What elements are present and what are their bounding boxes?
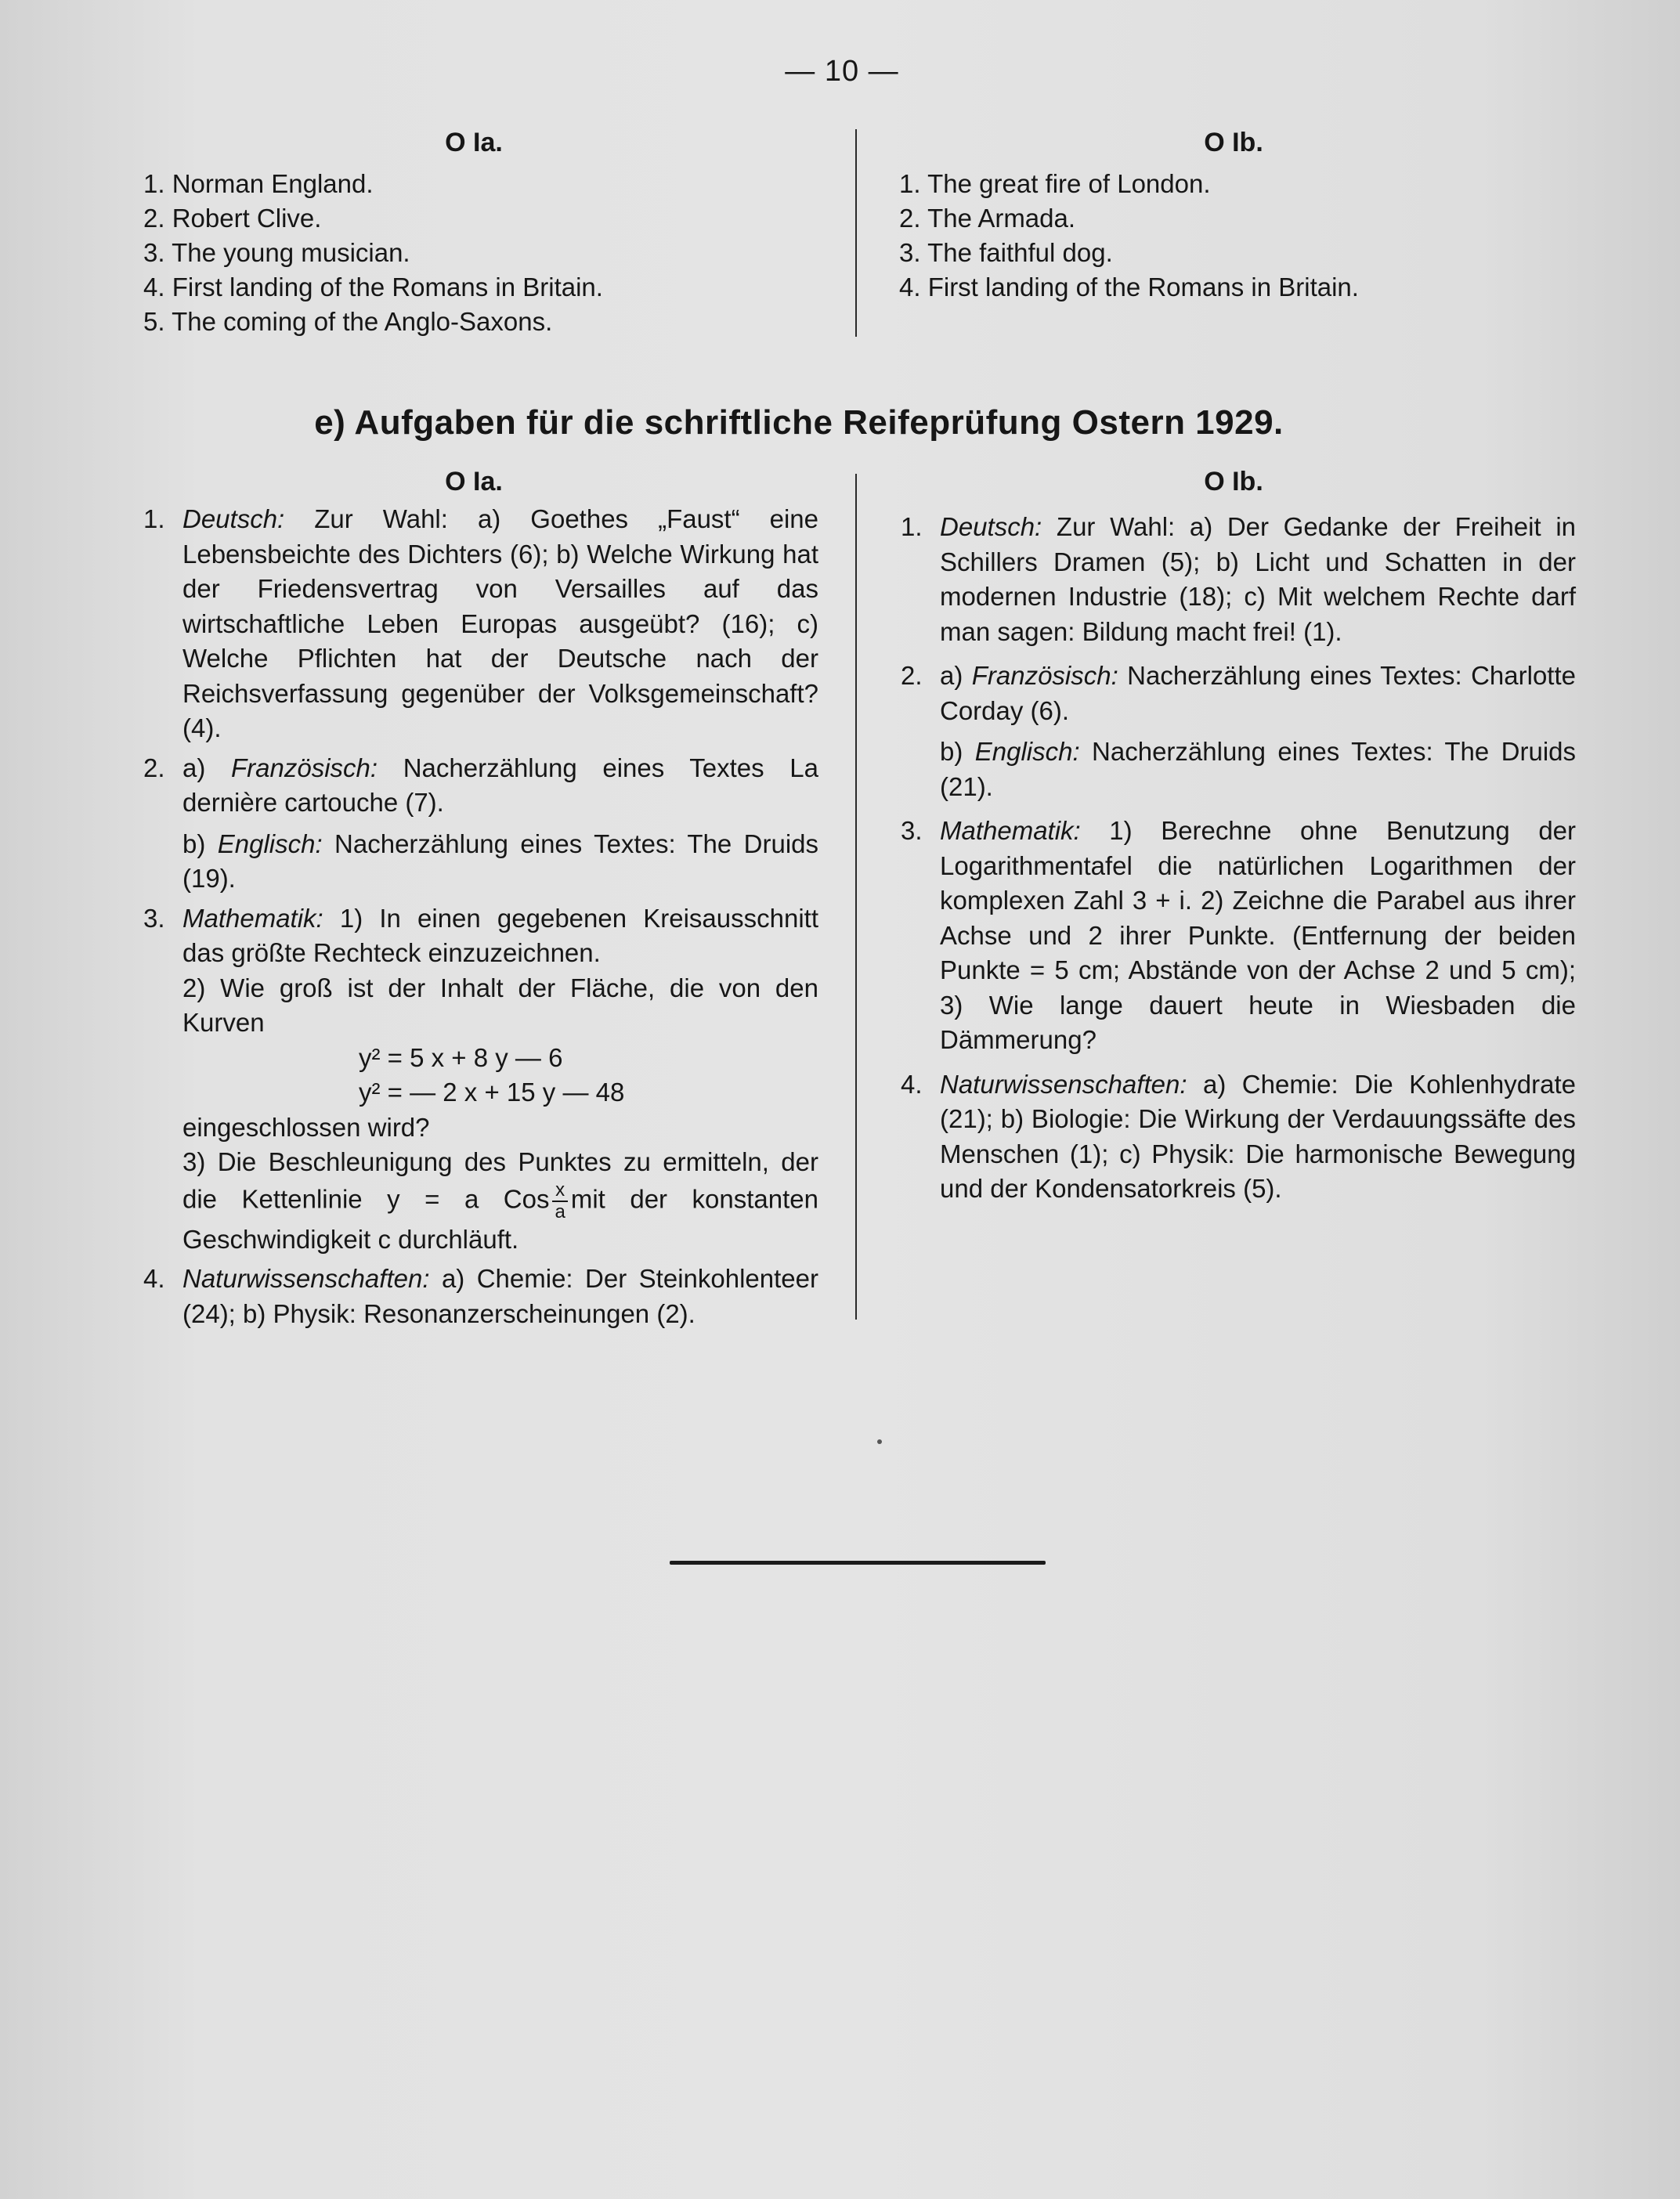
column-divider-top	[855, 129, 857, 337]
task-deutsch: 1. Deutsch: Zur Wahl: a) Goethes „Faust“ eine Lebensbeichte des Dichters (6); b) Welche Wirkung hat der Friedensvertrag von Versailles auf das wirtschaftliche Leben Europas ausgeübt? (16); c) Welche Pflichten hat der Deutsche nach der Reichsverfassung gegenüber der Volksgemeinschaft? (4).	[143, 504, 818, 742]
list-item: 4. First landing of the Romans in Britain.	[143, 273, 603, 302]
equation-1: y² = 5 x + 8 y — 6	[359, 1042, 563, 1072]
section-title: e) Aufgaben für die schriftliche Reifeprüfung Ostern 1929.	[314, 403, 1284, 442]
exam-left-heading: O Ia.	[445, 467, 503, 496]
themes-right-list	[899, 167, 1359, 305]
page-number: — 10 —	[785, 55, 899, 88]
task-sprachen: 2. a) Französisch: Nacherzählung eines Textes: Charlotte Corday (6). b) Englisch: Nacherzählung eines Textes: The Druids (21).	[901, 661, 1576, 801]
exam-right-column	[901, 510, 1576, 1207]
exam-right-heading: O Ib.	[1204, 467, 1263, 496]
equation-2: y² = — 2 x + 15 y — 48	[359, 1078, 625, 1107]
task-naturwissenschaften: 4. Naturwissenschaften: a) Chemie: Die Kohlenhydrate (21); b) Biologie: Die Wirkung der Verdauungssäfte des Menschen (1); c) Physik: Die harmonische Bewegung und der Kondensatorkreis (5).	[901, 1069, 1577, 1203]
task-deutsch: 1. Deutsch: Zur Wahl: a) Der Gedanke der Freiheit in Schillers Dramen (5); b) Licht und Schatten in der modernen Industrie (18); c) Mit welchem Rechte darf man sagen: Bildung macht frei! (1).	[901, 512, 1576, 646]
list-item: 2. Robert Clive.	[143, 204, 322, 233]
task-naturwissenschaften: 4. Naturwissenschaften: a) Chemie: Der Steinkohlenteer (24); b) Physik: Resonanzerscheinungen (2).	[143, 1264, 818, 1328]
task-mathematik: 3. Mathematik: 1) In einen gegebenen Kreisausschnitt das größte Rechteck einzuzeichnen. 2) Wie groß ist der Inhalt der Fläche, die von den Kurven y² = 5 x + 8 y — 6 y² = — 2 x + 15 y — 48 eingeschlossen wird? 3) Die Beschleunigung des Punktes zu ermitteln, der die Kettenlinie y = a Cos $\frac{x}{a}$ mit der konstanten Geschwindigkeit c durchläuft.	[143, 903, 818, 1254]
task-mathematik: 3. Mathematik: 1) Berechne ohne Benutzung der Logarithmentafel die natürlichen Logarithmen der komplexen Zahl 3 + i. 2) Zeichne die Parabel aus ihrer Achse und 2 ihrer Punkte. (Entfernung der beiden Punkte = 5 cm; Abstände von der Achse 2 und 5 cm); 3) Wie lange dauert heute in Wiesbaden die Dämmerung?	[901, 816, 1577, 1054]
themes-right-heading: O Ib.	[1204, 128, 1263, 157]
column-divider-main	[855, 474, 857, 1320]
list-item: 4. First landing of the Romans in Britain.	[899, 273, 1359, 302]
themes-left-heading: O Ia.	[445, 128, 503, 157]
list-item: 5. The coming of the Anglo-Saxons.	[143, 307, 553, 336]
closing-rule	[670, 1561, 1046, 1565]
list-item: 3. The young musician.	[143, 238, 410, 267]
exam-left-column	[143, 502, 818, 1331]
fraction-x-over-a: $\frac{x}{a}$	[552, 1180, 567, 1222]
list-item: 1. Norman England.	[143, 169, 374, 198]
task-sprachen: 2. a) Französisch: Nacherzählung eines Textes La dernière cartouche (7). b) Englisch: Nacherzählung eines Textes: The Druids (19).	[143, 753, 819, 893]
ink-dot	[877, 1439, 882, 1444]
list-item: 3. The faithful dog.	[899, 238, 1113, 267]
list-item: 2. The Armada.	[899, 204, 1076, 233]
list-item: 1. The great fire of London.	[899, 169, 1211, 198]
themes-left-list	[143, 167, 603, 339]
